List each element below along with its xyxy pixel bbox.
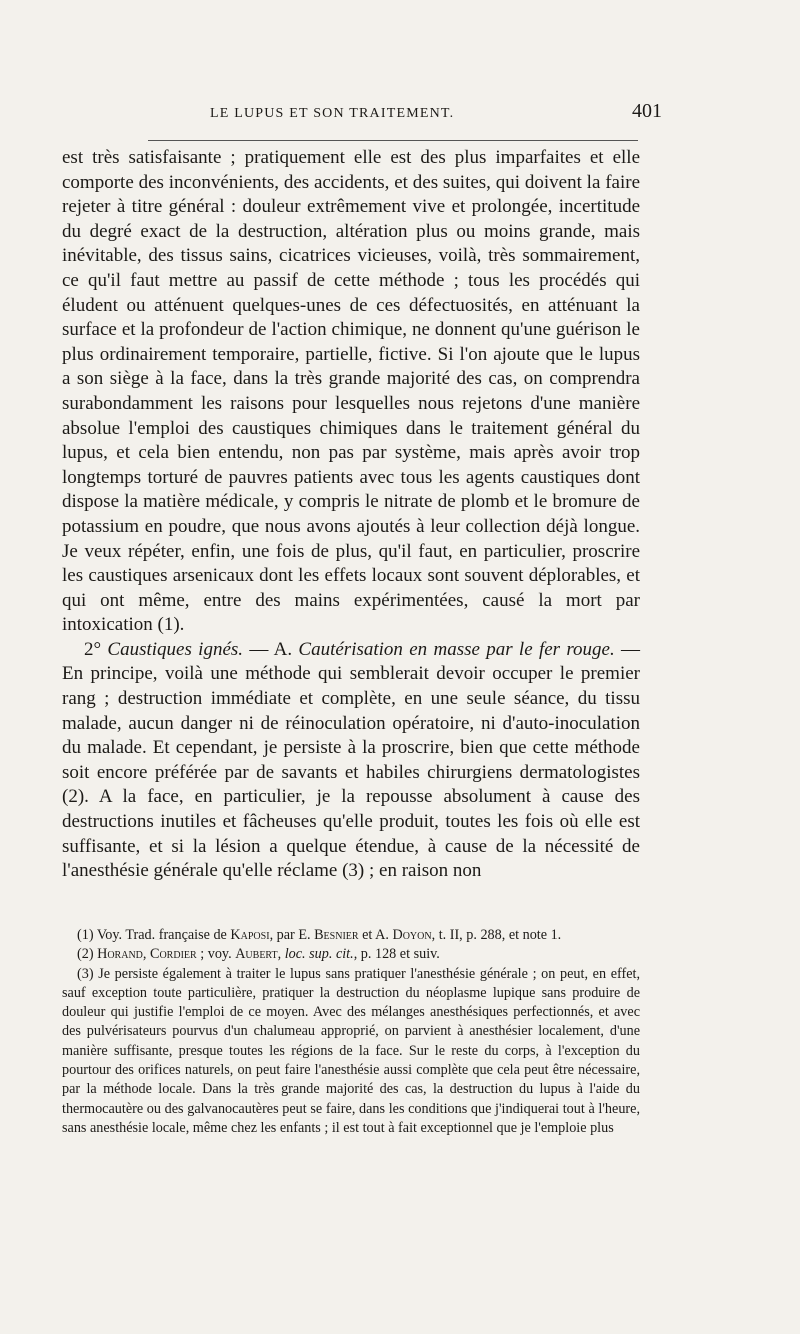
section-number: 2° xyxy=(84,638,102,660)
author-name: Doyon xyxy=(392,927,432,943)
main-text xyxy=(62,146,640,884)
page-number: 401 xyxy=(632,100,662,122)
footnotes xyxy=(62,926,640,1138)
author-name: Horand xyxy=(97,946,143,963)
section-heading: Caustiques ignés. xyxy=(107,638,244,660)
footnote-text: , xyxy=(142,946,150,963)
footnote-text: (2) xyxy=(77,946,98,963)
author-name: Kaposi xyxy=(230,927,270,943)
footnote-1 xyxy=(62,926,640,945)
footnote-text: ; voy. xyxy=(196,946,236,963)
footnote-2 xyxy=(62,945,640,964)
author-name: Cordier xyxy=(150,946,197,963)
page-header xyxy=(60,100,662,130)
header-rule xyxy=(148,140,638,141)
paragraph-caustiques-ignes xyxy=(62,638,640,884)
section-text: — En principe, voilà une méthode qui semblerait devoir occuper le premier rang ; destruction immédiate et complète, en une seule séance, du tissu malade, aucun danger ni de réinoculation opératoire, ni d'auto-inoculation du malade. Et cependant, je persiste à la proscrire, bien que cette méthode soit encore préférée par de savants et habiles chirurgiens dermatologistes (2). A la face, en particulier, je la repousse absolument à cause des destructions inutiles et fâcheuses qu'elle produit, toutes les fois où elle est suffisante, et si la lésion a quelque étendue, à cause de la nécessité de l'anesthésie générale qu'elle réclame (3) ; en raison non xyxy=(62,638,641,882)
citation-italic: loc. sup. cit. xyxy=(284,946,354,963)
subsection-letter: A. xyxy=(273,638,293,660)
author-name: Aubert xyxy=(235,946,278,963)
footnote-text: , par E. xyxy=(269,927,315,943)
subsection-heading: Cautérisation en masse par le fer rouge. xyxy=(298,638,615,660)
footnote-text: et A. xyxy=(358,927,393,943)
footnote-text: , t. II, p. 288, et note 1. xyxy=(431,927,562,943)
footnote-text: , xyxy=(277,946,285,963)
paragraph-caustiques-chimiques: est très satisfaisante ; pratiquement elle est des plus imparfaites et elle comporte des inconvénients, des accidents, et des suites, qui doivent la faire rejeter à titre général : douleur extrêmement vive et prolongée, incertitude du degré exact de la destruction, altération plus ou moins grande, mais inévitable, des tissus sains, cicatrices vicieuses, voilà, très sommairement, ce qu'il faut mettre au passif de cette méthode ; tous les procédés qui éludent ou atténuent quelques-unes de ces défectuosités, en atténuant la surface et la profondeur de l'action chimique, ne donnent qu'une guérison le plus ordinairement temporaire, partielle, fictive. Si l'on ajoute que le lupus a son siège à la face, dans la très grande majorité des cas, on comprendra surabondamment les raisons pour lesquelles nous rejetons d'une manière absolue l'emploi des caustiques chimiques dans le traitement général du lupus, et cela bien entendu, non pas par système, mais après avoir trop longtemps torturé de pauvres patients avec tous les agents caustiques dont dispose la matière médicale, y compris le nitrate de plomb et le bromure de potassium en poudre, que nous avons ajoutés à leur collection déjà longue. Je veux répéter, enfin, une fois de plus, qu'il faut, en particulier, proscrire les caustiques arsenicaux dont les effets locaux sont souvent déplorables, et qui ont même, entre des mains expérimentées, causé la mort par intoxication (1). xyxy=(62,147,640,636)
footnote-text: (1) Voy. Trad. française de xyxy=(77,927,231,943)
running-title: LE LUPUS ET SON TRAITEMENT. xyxy=(210,106,455,121)
footnote-text: , p. 128 et suiv. xyxy=(353,946,440,963)
footnote-3: (3) Je persiste également à traiter le lupus sans pratiquer l'anesthésie générale ; on peut, en effet, sauf exception toute particulière, pratiquer la destruction du néoplasme lupique sans produire de douleur qui justifie l'emploi de ce moyen. Avec des mélanges anesthésiques perfectionnés, et avec des pulvérisateurs pourvus d'un chalumeau approprié, on parvient à anesthésier localement, d'une manière suffisante, presque toutes les régions de la face. Sur le reste du corps, à l'exception du pourtour des orifices naturels, on peut faire l'anesthésie aussi complète que cela peut être nécessaire, par la méthode locale. Dans la très grande majorité des cas, la destruction du lupus à l'aide du thermocautère ou des galvanocautères peut se faire, dans les conditions que j'indiquerai tout à l'heure, sans anesthésie locale, même chez les enfants ; il est tout à fait exceptionnel que je l'emploie plus xyxy=(62,965,640,1136)
author-name: Besnier xyxy=(314,927,359,943)
heading-dash: — xyxy=(243,638,274,660)
